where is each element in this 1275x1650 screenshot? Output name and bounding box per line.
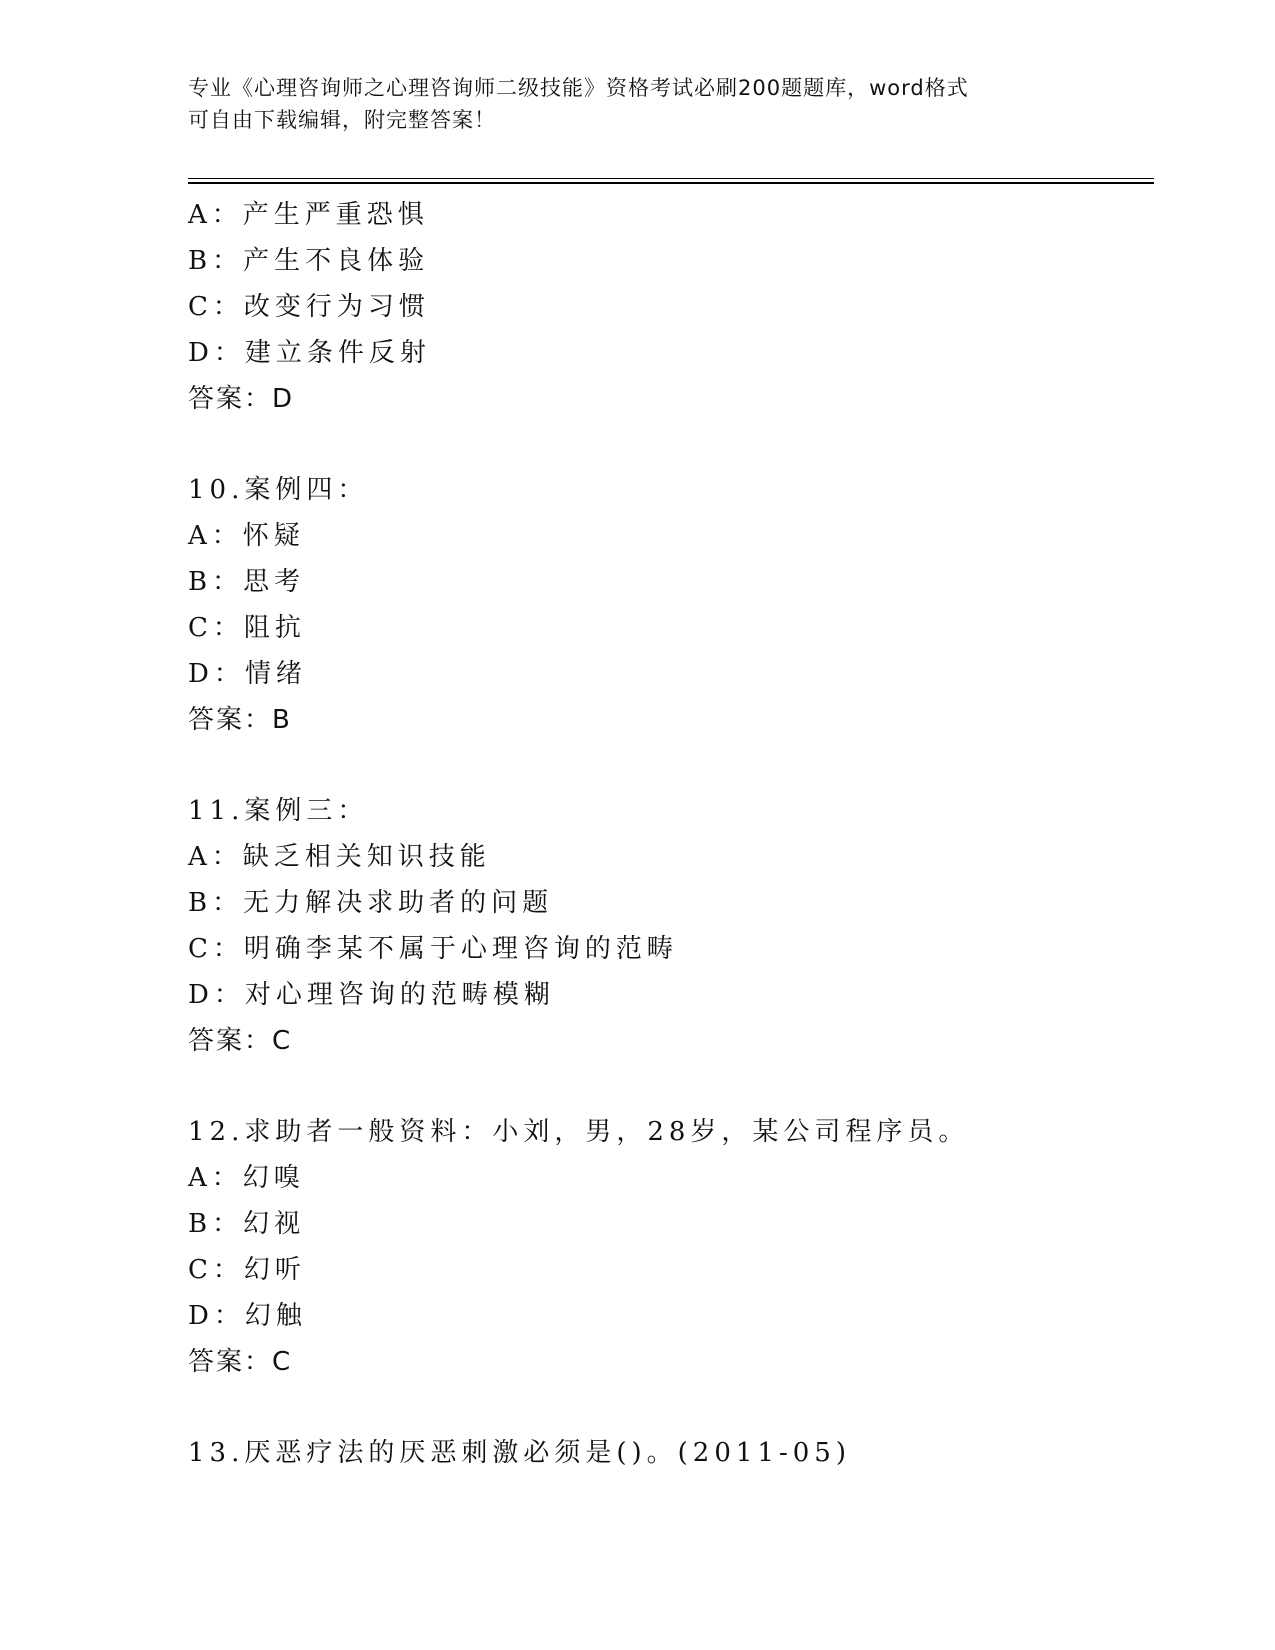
question-list: [188, 192, 1148, 1476]
option-d: D：情绪: [188, 659, 307, 689]
option-b: B：无力解决求助者的问题: [188, 888, 554, 918]
question-stem: 12.求助者一般资料：小刘，男，28岁，某公司程序员。: [188, 1117, 970, 1147]
header-line-1: 专业《心理咨询师之心理咨询师二级技能》资格考试必刷200题题库，word格式: [188, 76, 969, 100]
option-b: B：产生不良体验: [188, 246, 430, 276]
option-d: D：建立条件反射: [188, 338, 431, 368]
option-b: B：思考: [188, 567, 306, 597]
question-stem: 13.厌恶疗法的厌恶刺激必须是()。(2011-05): [188, 1438, 851, 1468]
option-a: A：产生严重恐惧: [188, 200, 429, 230]
option-d: D：幻触: [188, 1301, 307, 1331]
answer-line: 答案：D: [188, 384, 295, 414]
option-a: A：缺乏相关知识技能: [188, 842, 491, 872]
header-divider-thin: [188, 178, 1154, 179]
option-c: C：阻抗: [188, 613, 306, 643]
question-stem: 11.案例三：: [188, 796, 369, 826]
question-block: [188, 467, 1148, 743]
option-b: B：幻视: [188, 1209, 306, 1239]
question-block: [188, 1430, 1148, 1476]
option-a: A：幻嗅: [188, 1163, 305, 1193]
answer-line: 答案：C: [188, 1026, 293, 1056]
question-block: [188, 788, 1148, 1064]
option-c: C：明确李某不属于心理咨询的范畴: [188, 934, 678, 964]
document-header: [188, 72, 1088, 136]
header-divider-thick: [188, 182, 1154, 184]
option-c: C：改变行为习惯: [188, 292, 430, 322]
question-stem: 10.案例四：: [188, 475, 369, 505]
option-d: D：对心理咨询的范畴模糊: [188, 980, 555, 1010]
option-a: A：怀疑: [188, 521, 305, 551]
header-line-2: 可自由下载编辑，附完整答案！: [188, 108, 496, 132]
answer-line: 答案：B: [188, 705, 292, 735]
question-block: [188, 1109, 1148, 1385]
question-block: [188, 192, 1148, 422]
option-c: C：幻听: [188, 1255, 306, 1285]
answer-line: 答案：C: [188, 1347, 293, 1377]
